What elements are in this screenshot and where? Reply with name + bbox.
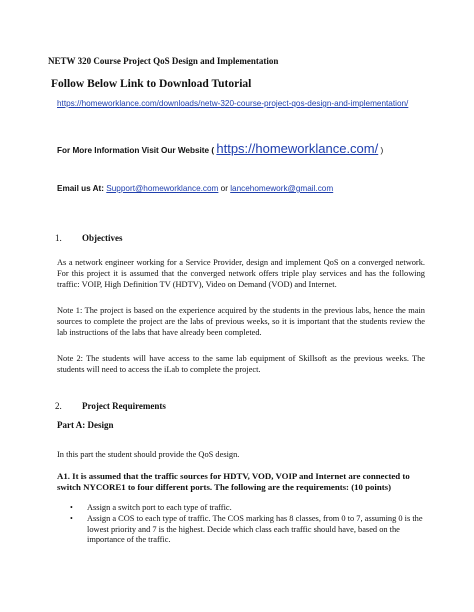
section-title: Objectives [82,233,123,243]
support-email-link[interactable]: Support@homeworklance.com [106,184,219,193]
list-item [70,503,425,513]
close-paren: ) [380,146,384,155]
section-number: 2. [55,401,62,411]
section-title: Project Requirements [82,401,166,411]
part-a-heading: Part A: Design [57,420,114,430]
list-item-text: Assign a switch port to each type of traffic. [87,503,232,512]
note-1-paragraph: Note 1: The project is based on the experience acquired by the students in the previous labs, hence the main sources to complete the project are the labs of previous weeks, so it is important that the students review the lab instructions of the labs that have already been completed. [57,306,425,337]
requirements-list [70,503,425,547]
tutorial-link[interactable]: https://homeworklance.com/downloads/netw-320-course-project-qos-design-and-implementation/ [57,99,409,108]
email-label: Email us At: [57,184,105,193]
section-number: 1. [55,233,62,243]
section-heading-objectives [55,233,123,243]
alt-email-link[interactable]: lancehomework@gmail.com [230,184,334,193]
note-2-paragraph: Note 2: The students will have access to the same lab equipment of Skillsoft as the previous weeks. The students will need to access the iLab to complete the project. [57,354,425,374]
objectives-paragraph: As a network engineer working for a Service Provider, design and implement QoS on a converged network. For this project it is assumed that the converged network offers triple play services and has the following traffic: VOIP, High Definition TV (HDTV), Video on Demand (VOD) and Internet. [57,258,425,289]
website-link[interactable]: https://homeworklance.com/ [216,141,379,156]
list-item [70,514,425,545]
more-info-label: For More Information Visit Our Website ( [57,146,215,155]
a1-requirement: A1. It is assumed that the traffic sources for HDTV, VOD, VOIP and Internet are connected to switch NYCORE1 to four different ports. The following are the requirements: (10 points) [57,470,410,492]
more-info-line [57,141,383,156]
email-or: or [220,184,228,193]
bullet-icon: • [70,514,73,524]
email-line [57,184,333,193]
download-heading: Follow Below Link to Download Tutorial [51,78,252,90]
part-a-paragraph: In this part the student should provide the QoS design. [57,450,240,460]
section-heading-requirements [55,401,166,411]
document-title: NETW 320 Course Project QoS Design and Implementation [48,56,279,66]
bullet-icon: • [70,503,73,512]
list-item-text: Assign a COS to each type of traffic. The COS marking has 8 classes, from 0 to 7, assuming 0 is the lowest priority and 7 is the highest. Decide which class each traffic should have, based on the importance of the traffic. [87,514,423,545]
